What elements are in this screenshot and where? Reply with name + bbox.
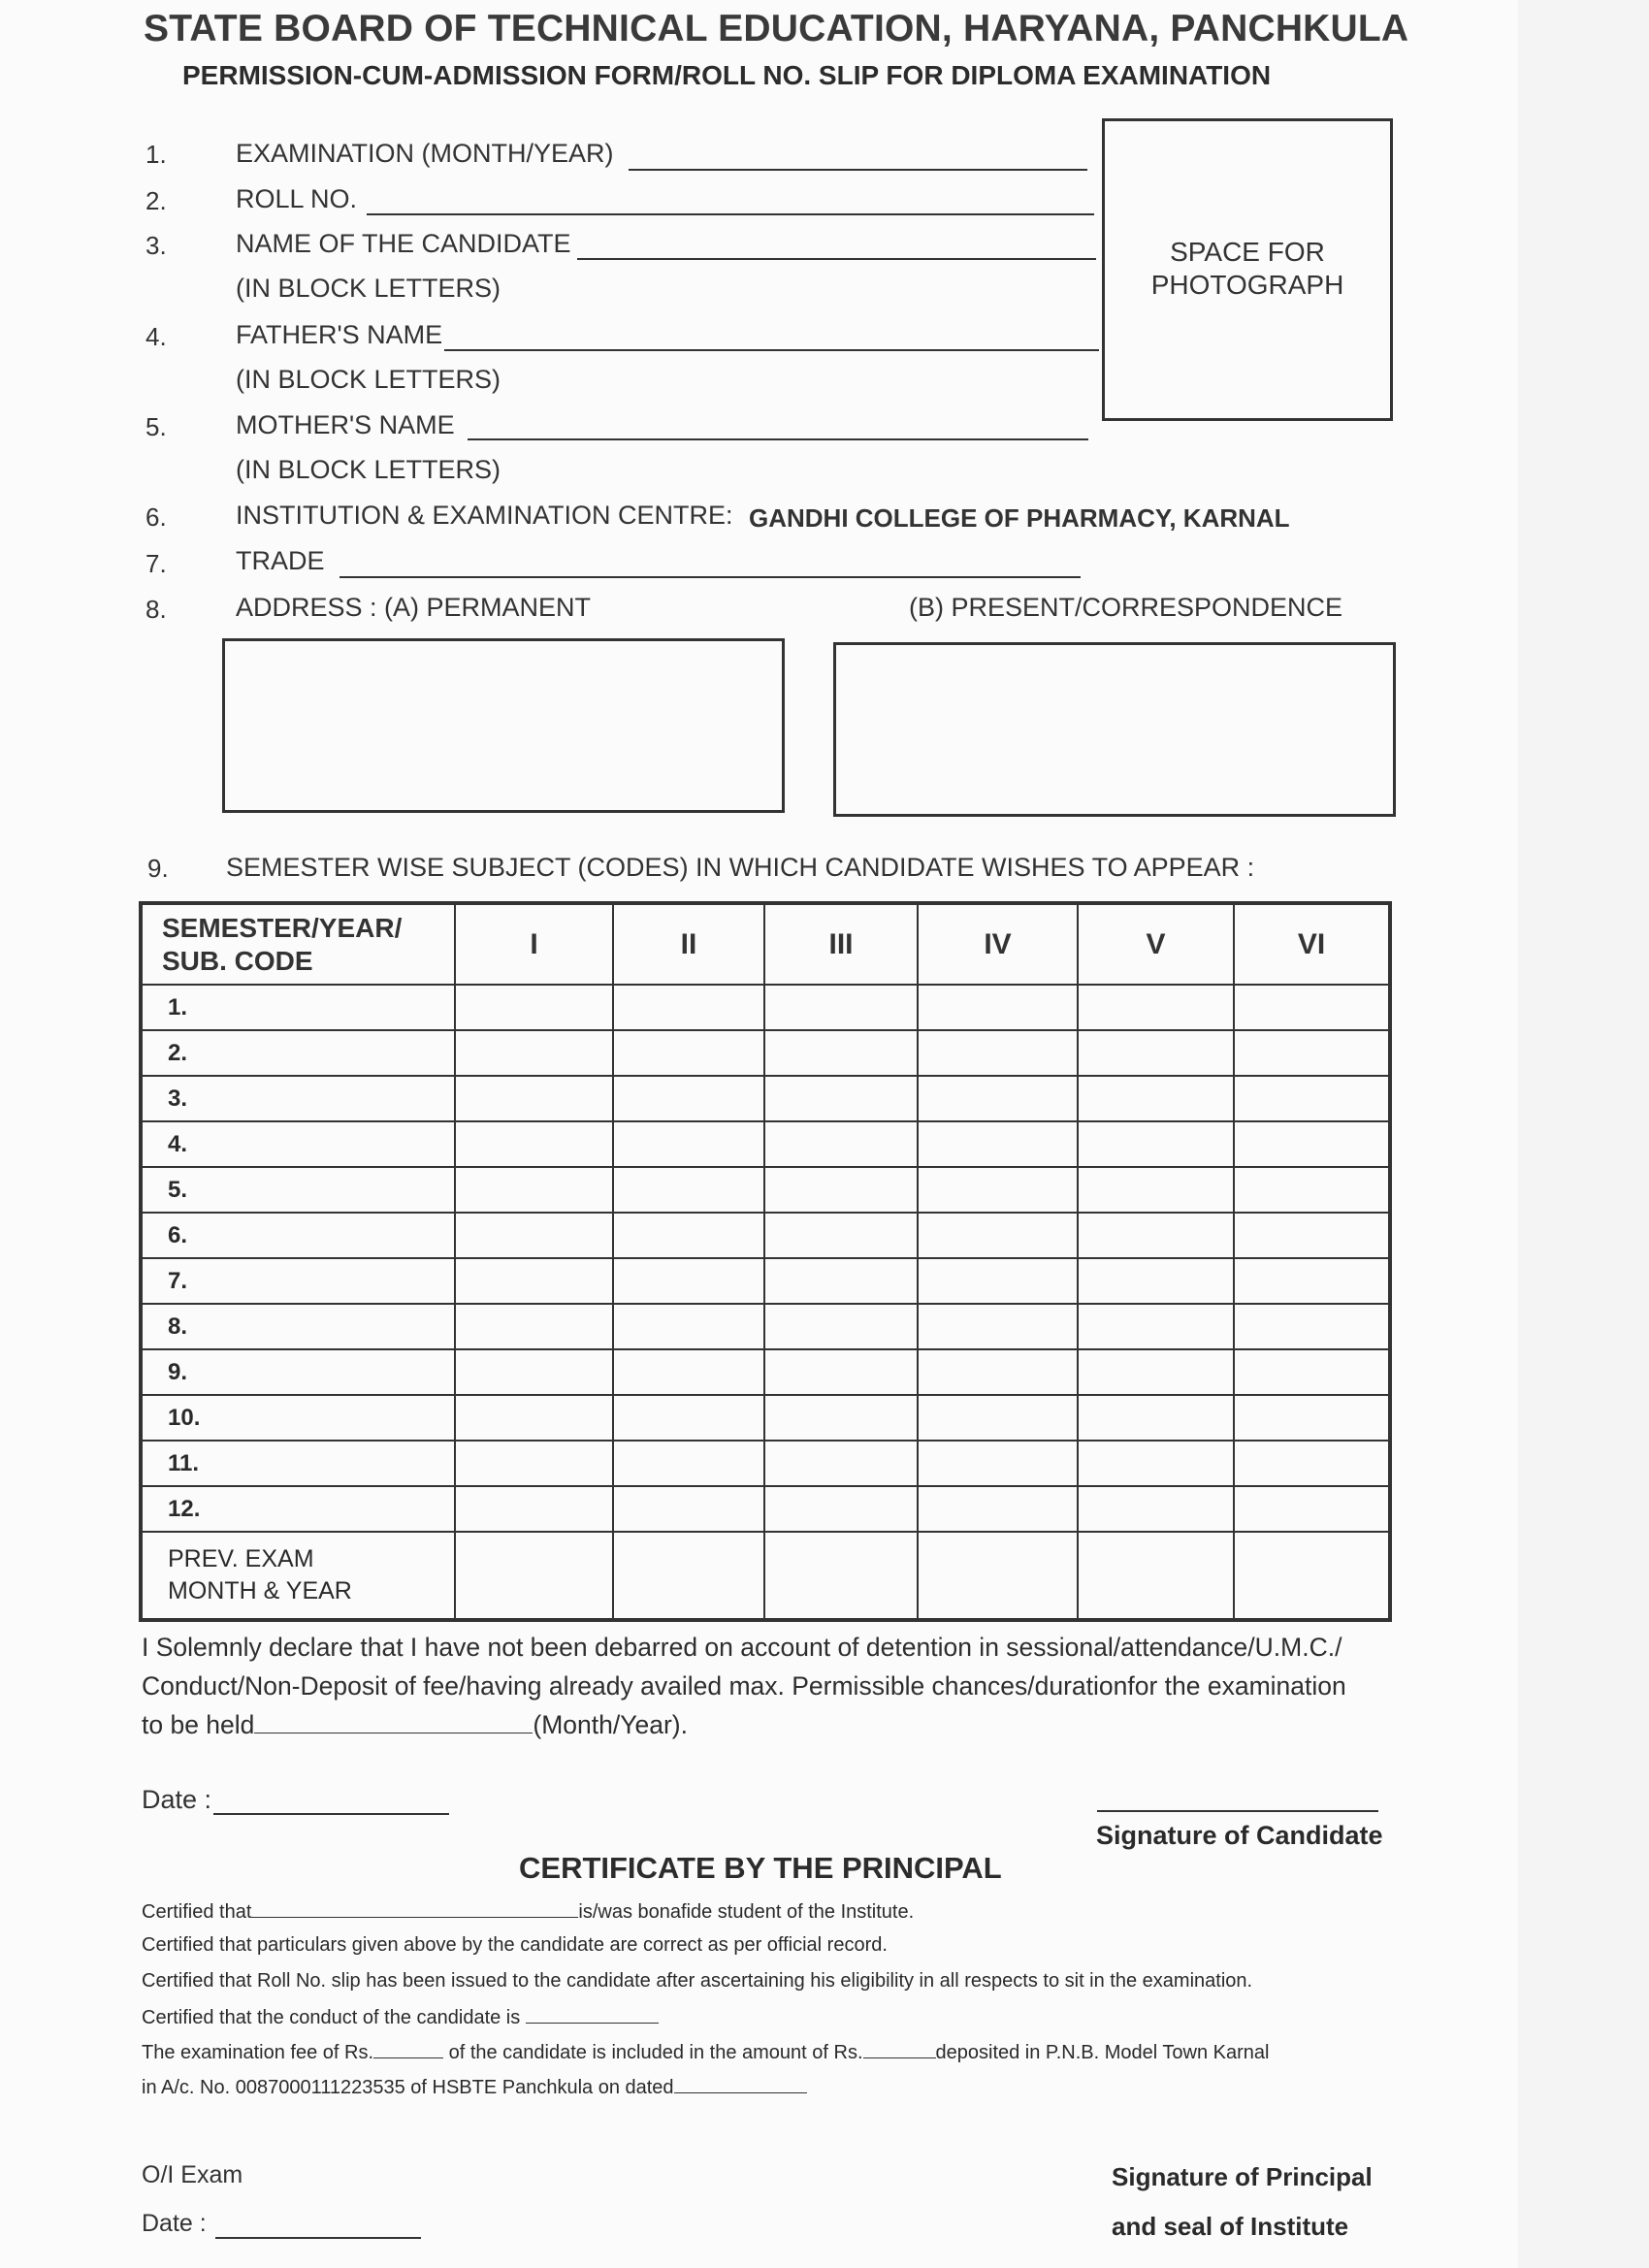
table-cell[interactable] <box>918 1532 1078 1620</box>
certificate-line5 <box>142 2040 1269 2064</box>
subject-codes-label: SEMESTER WISE SUBJECT (CODES) IN WHICH CANDIDATE WISHES TO APPEAR : <box>226 853 1255 882</box>
table-cell[interactable] <box>613 1213 764 1258</box>
table-cell[interactable] <box>1234 985 1390 1030</box>
permanent-address-box[interactable] <box>222 638 785 813</box>
table-row <box>141 1395 1390 1441</box>
present-address-label: (B) PRESENT/CORRESPONDENCE <box>909 593 1343 622</box>
table-cell[interactable] <box>455 1167 613 1213</box>
table-cell[interactable] <box>455 1213 613 1258</box>
row-label: 5. <box>141 1167 455 1213</box>
row-label: 7. <box>141 1258 455 1304</box>
table-cell[interactable] <box>918 1486 1078 1532</box>
column-header: III <box>764 903 918 985</box>
table-cell[interactable] <box>1234 1349 1390 1395</box>
table-cell[interactable] <box>613 1486 764 1532</box>
student-name-field[interactable] <box>251 1899 578 1918</box>
exam-month-year-label: EXAMINATION (MONTH/YEAR) <box>236 139 614 168</box>
prev-exam-line2: MONTH & YEAR <box>168 1577 352 1604</box>
trade-field[interactable] <box>340 576 1081 578</box>
table-cell[interactable] <box>455 1076 613 1121</box>
table-cell[interactable] <box>1078 1030 1234 1076</box>
certificate-line6 <box>142 2075 807 2099</box>
declaration-line3 <box>142 1705 1403 1744</box>
field-number-7: 7. <box>146 549 167 578</box>
table-cell[interactable] <box>613 1532 764 1620</box>
column-header: IV <box>918 903 1078 985</box>
table-cell[interactable] <box>1234 1030 1390 1076</box>
table-cell[interactable] <box>764 1304 918 1349</box>
declaration-line1: I Solemnly declare that I have not been debarred on account of detention in sessional/attendance/U.M.C./ <box>142 1633 1342 1662</box>
table-cell[interactable] <box>764 1532 918 1620</box>
field-number-4: 4. <box>146 322 167 351</box>
principal-signature-label: Signature of Principal <box>1112 2162 1373 2191</box>
table-cell[interactable] <box>918 1121 1078 1167</box>
institution-value: GANDHI COLLEGE OF PHARMACY, KARNAL <box>749 503 1290 533</box>
photo-box <box>1102 118 1393 421</box>
certificate-line2: Certified that particulars given above by the candidate are correct as per official record. <box>142 1934 888 1956</box>
table-cell[interactable] <box>1078 1258 1234 1304</box>
father-name-field[interactable] <box>444 349 1099 351</box>
table-cell[interactable] <box>1234 1532 1390 1620</box>
photo-label-line1: SPACE FOR <box>1170 237 1325 267</box>
declaration-line3-end: (Month/Year). <box>533 1710 688 1739</box>
certificate-line5-start: The examination fee of Rs. <box>142 2042 374 2063</box>
table-cell[interactable] <box>455 1395 613 1441</box>
column-header: I <box>455 903 613 985</box>
table-cell[interactable] <box>764 1076 918 1121</box>
table-cell[interactable] <box>764 1441 918 1486</box>
semester-header-line1: SEMESTER/YEAR/ <box>162 912 403 943</box>
table-cell[interactable] <box>1234 1441 1390 1486</box>
board-title: STATE BOARD OF TECHNICAL EDUCATION, HARYANA, PANCHKULA <box>144 8 1409 49</box>
amount-field[interactable] <box>863 2040 936 2058</box>
table-cell[interactable] <box>918 1441 1078 1486</box>
declaration-date-field[interactable] <box>213 1813 449 1815</box>
table-row <box>141 1167 1390 1213</box>
table-row <box>141 1304 1390 1349</box>
table-row <box>141 1076 1390 1121</box>
table-cell[interactable] <box>918 985 1078 1030</box>
semester-header-line2: SUB. CODE <box>162 945 313 976</box>
field-number-2: 2. <box>146 186 167 215</box>
column-header: VI <box>1234 903 1390 985</box>
table-cell[interactable] <box>1078 1076 1234 1121</box>
table-row <box>141 1349 1390 1395</box>
table-row <box>141 985 1390 1030</box>
prev-exam-label <box>141 1532 455 1620</box>
table-cell[interactable] <box>1234 1121 1390 1167</box>
certificate-line5-end: deposited in P.N.B. Model Town Karnal <box>935 2042 1270 2063</box>
candidate-signature-line[interactable] <box>1097 1810 1378 1812</box>
certificate-line3: Certified that Roll No. slip has been issued to the candidate after ascertaining his eligibility in all respects to sit in the examination. <box>142 1970 1253 1992</box>
mother-name-label: MOTHER'S NAME <box>236 410 455 439</box>
table-cell[interactable] <box>764 985 918 1030</box>
field-number-9: 9. <box>147 854 169 883</box>
field-number-6: 6. <box>146 502 167 532</box>
table-cell[interactable] <box>1234 1304 1390 1349</box>
table-cell[interactable] <box>455 985 613 1030</box>
father-name-note: (IN BLOCK LETTERS) <box>236 365 501 394</box>
table-cell[interactable] <box>613 1258 764 1304</box>
table-cell[interactable] <box>1234 1167 1390 1213</box>
certificate-line4 <box>142 2005 659 2029</box>
table-cell[interactable] <box>1078 1395 1234 1441</box>
exam-held-field[interactable] <box>254 1711 533 1733</box>
prev-exam-row <box>141 1532 1390 1620</box>
father-name-label: FATHER'S NAME <box>236 320 443 349</box>
table-cell[interactable] <box>613 1121 764 1167</box>
field-number-8: 8. <box>146 595 167 624</box>
table-cell[interactable] <box>1078 1486 1234 1532</box>
footer-date-field[interactable] <box>215 2237 421 2239</box>
roll-no-label: ROLL NO. <box>236 184 358 213</box>
field-number-5: 5. <box>146 412 167 441</box>
exam-fee-field[interactable] <box>373 2040 443 2058</box>
field-number-3: 3. <box>146 231 167 260</box>
table-cell[interactable] <box>455 1532 613 1620</box>
form-subtitle: PERMISSION-CUM-ADMISSION FORM/ROLL NO. SLIP FOR DIPLOMA EXAMINATION <box>182 60 1272 90</box>
page-edge <box>1518 0 1649 2268</box>
table-cell[interactable] <box>1078 1532 1234 1620</box>
row-label: 8. <box>141 1304 455 1349</box>
table-cell[interactable] <box>764 1486 918 1532</box>
table-cell[interactable] <box>764 1349 918 1395</box>
certificate-title: CERTIFICATE BY THE PRINCIPAL <box>519 1851 1002 1885</box>
table-cell[interactable] <box>764 1213 918 1258</box>
table-cell[interactable] <box>918 1076 1078 1121</box>
table-cell[interactable] <box>1078 1213 1234 1258</box>
table-cell[interactable] <box>764 1167 918 1213</box>
table-cell[interactable] <box>1078 1441 1234 1486</box>
field-number-1: 1. <box>146 140 167 169</box>
candidate-name-note: (IN BLOCK LETTERS) <box>236 274 501 303</box>
table-cell[interactable] <box>918 1258 1078 1304</box>
table-cell[interactable] <box>455 1304 613 1349</box>
exam-month-year-field[interactable] <box>629 169 1087 171</box>
table-cell[interactable] <box>455 1258 613 1304</box>
oi-exam-label: O/I Exam <box>142 2161 243 2188</box>
row-label: 10. <box>141 1395 455 1441</box>
candidate-signature-label: Signature of Candidate <box>1096 1821 1383 1850</box>
column-header: II <box>613 903 764 985</box>
table-row <box>141 1258 1390 1304</box>
row-label: 2. <box>141 1030 455 1076</box>
table-cell[interactable] <box>1234 1213 1390 1258</box>
table-cell[interactable] <box>455 1441 613 1486</box>
table-cell[interactable] <box>918 1213 1078 1258</box>
table-cell[interactable] <box>764 1395 918 1441</box>
certificate-line1-start: Certified that <box>142 1901 252 1923</box>
table-cell[interactable] <box>455 1349 613 1395</box>
present-address-box[interactable] <box>833 642 1396 817</box>
table-cell[interactable] <box>764 1121 918 1167</box>
row-label: 12. <box>141 1486 455 1532</box>
certificate-line5-mid: of the candidate is included in the amount of Rs. <box>448 2042 863 2063</box>
table-cell[interactable] <box>613 985 764 1030</box>
certificate-line1-end: is/was bonafide student of the Institute. <box>578 1901 915 1923</box>
declaration-line3-start: to be held <box>142 1710 255 1739</box>
deposit-date-field[interactable] <box>674 2075 807 2093</box>
table-cell[interactable] <box>918 1395 1078 1441</box>
table-cell[interactable] <box>613 1167 764 1213</box>
table-row <box>141 1486 1390 1532</box>
declaration-line2: Conduct/Non-Deposit of fee/having already availed max. Permissible chances/durationfor the examination <box>142 1671 1346 1701</box>
table-cell[interactable] <box>1234 1486 1390 1532</box>
table-cell[interactable] <box>613 1441 764 1486</box>
candidate-name-label: NAME OF THE CANDIDATE <box>236 229 571 258</box>
mother-name-note: (IN BLOCK LETTERS) <box>236 455 501 484</box>
table-cell[interactable] <box>613 1349 764 1395</box>
institution-label: INSTITUTION & EXAMINATION CENTRE: <box>236 501 733 530</box>
row-label: 9. <box>141 1349 455 1395</box>
table-cell[interactable] <box>1234 1258 1390 1304</box>
table-cell[interactable] <box>613 1030 764 1076</box>
certificate-line4-start: Certified that the conduct of the candidate is <box>142 2007 521 2028</box>
declaration-text <box>142 1628 1403 1744</box>
prev-exam-line1: PREV. EXAM <box>168 1545 314 1572</box>
footer-date-label: Date : <box>142 2210 207 2237</box>
table-cell[interactable] <box>1234 1076 1390 1121</box>
candidate-name-field[interactable] <box>577 258 1096 260</box>
certificate-line1 <box>142 1899 914 1924</box>
permanent-address-label: ADDRESS : (A) PERMANENT <box>236 593 592 622</box>
table-header-row <box>141 903 1390 985</box>
table-cell[interactable] <box>1234 1395 1390 1441</box>
table-row <box>141 1121 1390 1167</box>
table-cell[interactable] <box>1078 985 1234 1030</box>
table-cell[interactable] <box>455 1486 613 1532</box>
table-cell[interactable] <box>1078 1349 1234 1395</box>
table-cell[interactable] <box>455 1121 613 1167</box>
trade-label: TRADE <box>236 546 325 575</box>
table-row <box>141 1030 1390 1076</box>
institute-seal-label: and seal of Institute <box>1112 2212 1349 2241</box>
mother-name-field[interactable] <box>468 438 1088 440</box>
table-cell[interactable] <box>918 1349 1078 1395</box>
photo-label-line2: PHOTOGRAPH <box>1150 270 1344 300</box>
table-cell[interactable] <box>613 1076 764 1121</box>
declaration-date-label: Date : <box>142 1785 212 1814</box>
row-label: 11. <box>141 1441 455 1486</box>
table-cell[interactable] <box>764 1030 918 1076</box>
table-cell[interactable] <box>1078 1167 1234 1213</box>
table-cell[interactable] <box>455 1030 613 1076</box>
column-header: V <box>1078 903 1234 985</box>
row-label: 4. <box>141 1121 455 1167</box>
row-label: 6. <box>141 1213 455 1258</box>
table-row <box>141 1213 1390 1258</box>
row-label: 1. <box>141 985 455 1030</box>
table-cell[interactable] <box>613 1304 764 1349</box>
roll-no-field[interactable] <box>367 213 1094 215</box>
certificate-line6-start: in A/c. No. 0087000111223535 of HSBTE Panchkula on dated <box>142 2077 674 2098</box>
conduct-field[interactable] <box>526 2005 659 2024</box>
table-cell[interactable] <box>613 1395 764 1441</box>
subject-code-table <box>139 901 1392 1622</box>
table-row <box>141 1441 1390 1486</box>
table-cell[interactable] <box>918 1304 1078 1349</box>
table-cell[interactable] <box>764 1258 918 1304</box>
table-cell[interactable] <box>1078 1304 1234 1349</box>
table-cell[interactable] <box>918 1030 1078 1076</box>
row-label: 3. <box>141 1076 455 1121</box>
semester-header <box>141 903 455 985</box>
table-cell[interactable] <box>1078 1121 1234 1167</box>
table-cell[interactable] <box>918 1167 1078 1213</box>
